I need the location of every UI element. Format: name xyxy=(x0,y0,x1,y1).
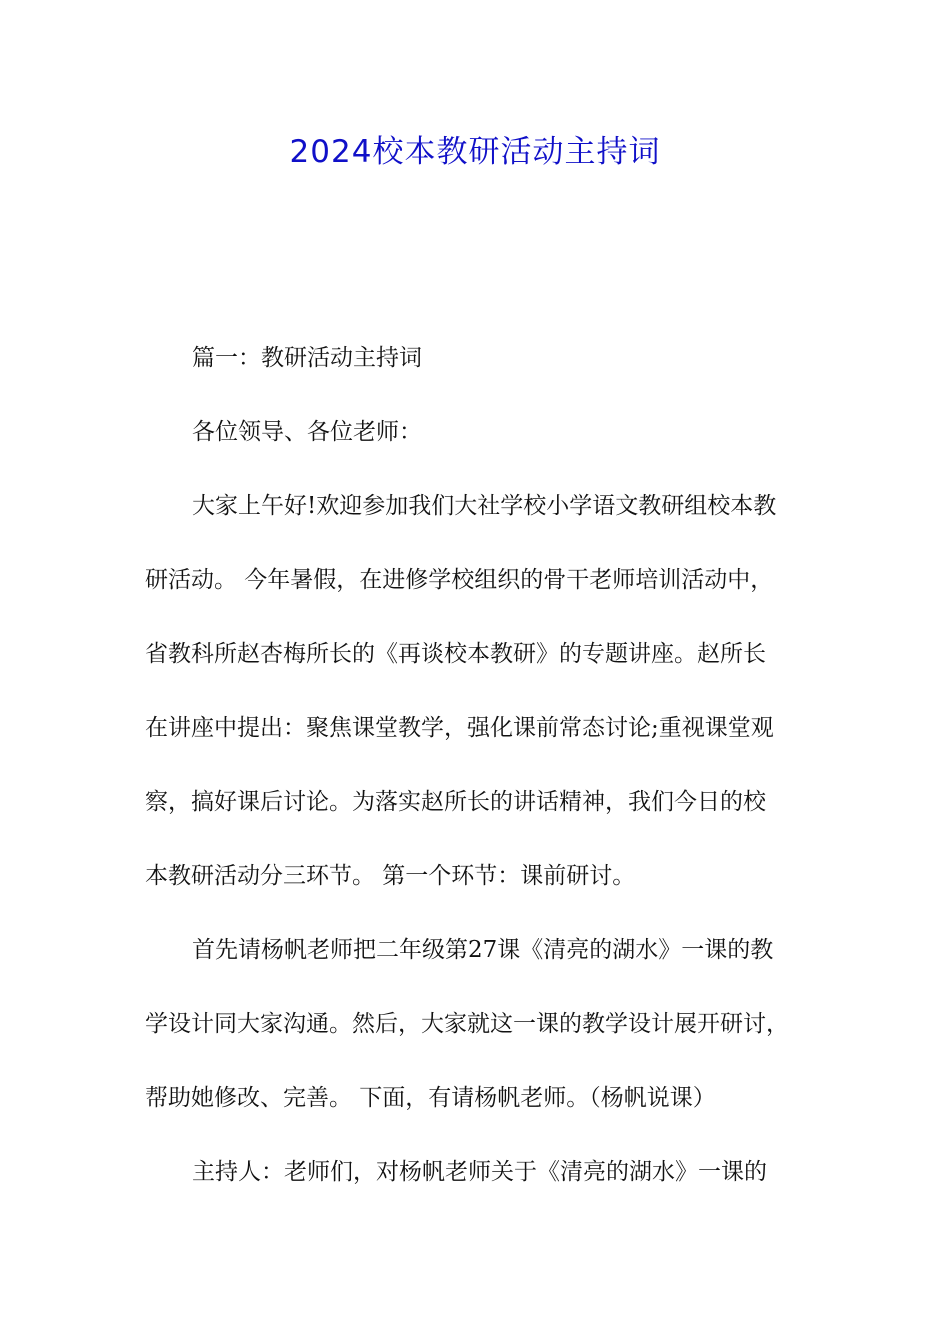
body-line: 首先请杨帆老师把二年级第27课《清亮的湖水》一课的教 xyxy=(192,937,774,963)
body-line: 本教研活动分三环节。 第一个环节：课前研讨。 xyxy=(145,863,636,889)
body-line: 研活动。 今年暑假，在进修学校组织的骨干老师培训活动中， xyxy=(145,567,774,593)
body-line: 省教科所赵杏梅所长的《再谈校本教研》的专题讲座。赵所长 xyxy=(145,641,766,667)
body-line: 篇一：教研活动主持词 xyxy=(192,345,422,371)
body-line: 帮助她修改、完善。 下面，有请杨帆老师。（杨帆说课） xyxy=(145,1085,716,1111)
document-title: 2024校本教研活动主持词 xyxy=(289,134,661,170)
body-line: 大家上午好!欢迎参加我们大社学校小学语文教研组校本教 xyxy=(192,493,777,519)
document-body xyxy=(145,340,825,1228)
body-line: 察，搞好课后讨论。为落实赵所长的讲话精神，我们今日的校 xyxy=(145,789,766,815)
body-line: 各位领导、各位老师： xyxy=(192,419,422,445)
body-line: 学设计同大家沟通。然后，大家就这一课的教学设计展开研讨， xyxy=(145,1011,789,1037)
body-line: 主持人：老师们，对杨帆老师关于《清亮的湖水》一课的 xyxy=(192,1159,767,1185)
body-line: 在讲座中提出：聚焦课堂教学，强化课前常态讨论;重视课堂观 xyxy=(145,715,774,741)
